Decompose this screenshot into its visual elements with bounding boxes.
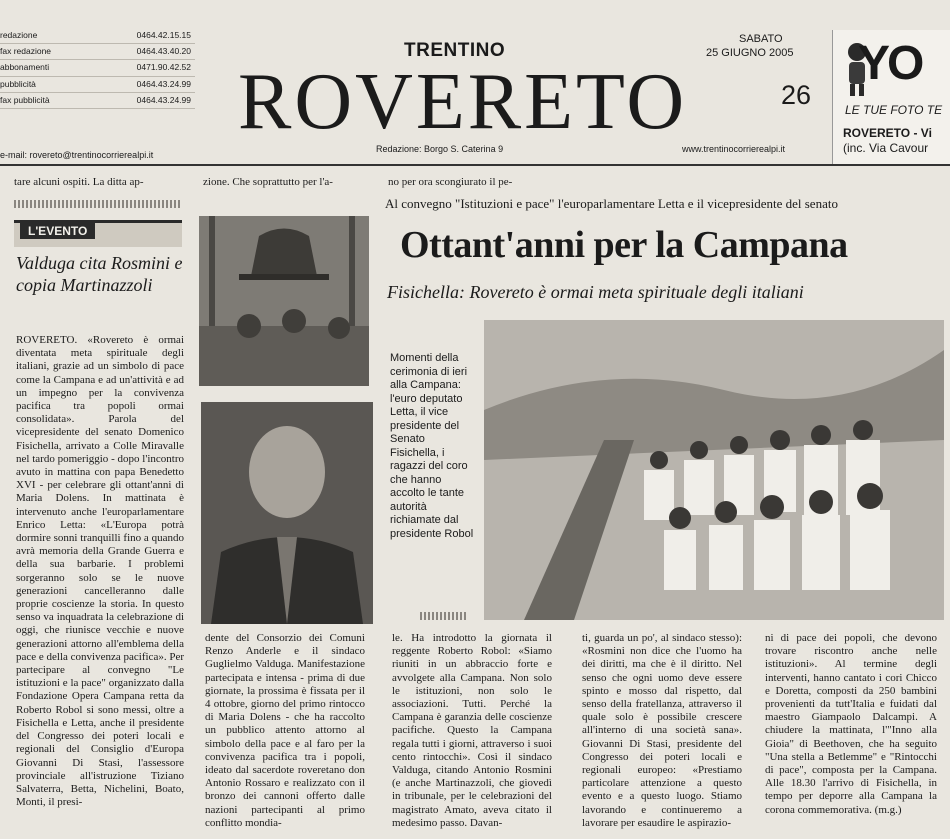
ad-address: (inc. Via Cavour — [843, 141, 929, 155]
strip-text: no per ora scongiurato il pe- — [388, 176, 513, 188]
contact-row: fax pubblicità 0464.43.24.99 — [0, 93, 195, 109]
article-column: ti, guarda un po', al sindaco stesso): «Rosmini non dice che l'uomo ha dei diritti, ma che è il diritto. Nel senso che ogni uomo deve essere spinto e mosso dal rispetto, dal senso della fratellanza, attraverso il quale solo è possibile crescere all'interno di una società sana». Giovanni Di Stasi, presidente del Congresso dei poteri locali e regionali europeo: «Prestiamo particolare attenzione a questo evento e a questo luogo. Stiamo lavorando e continueremo a lavorare per esaudire le aspirazio- — [582, 632, 742, 829]
ad-city: ROVERETO - Vi — [843, 126, 932, 140]
contact-list — [0, 28, 195, 109]
ad-logo: YO — [858, 37, 922, 90]
issue-date: 25 GIUGNO 2005 — [706, 47, 794, 59]
edition-title: ROVERETO — [238, 58, 688, 146]
website: www.trentinocorrierealpi.it — [682, 144, 786, 154]
photo-caption: Momenti della cerimonia di ieri alla Campana: l'euro deputato Letta, il vice presidente del Senato Fisichella, i ragazzi del coro che hanno accolto le tante autorità richiamate dal presidente Robol — [390, 352, 474, 540]
contact-row: pubblicità 0464.43.24.99 — [0, 77, 195, 93]
bell-icon — [199, 216, 369, 386]
sidebar-headline: Valduga cita Rosmini e copia Martinazzoli — [16, 253, 183, 295]
portrait-photo — [201, 402, 373, 624]
weekday: SABATO — [739, 33, 783, 45]
article-column: dente del Consorzio dei Comuni Renzo Anderle e il sindaco Guglielmo Valduga. Manifestazione partecipata e intensa - prima di due giornate, la prossima è fissata per il 4 ottobre, giorno del primo rintocco di Maria Dolens - che ha raccolto un pubblico attento attorno al simbolo della pace e al faro per la convivenza pacifica tra i popoli, ideato dal sacerdote roveretano don Antonio Rossaro e realizzato con il bronzo dei cannoni offerto dalle nazioni partecipanti al primo conflitto mondia- — [205, 632, 365, 829]
email-address: e-mail: rovereto@trentinocorrierealpi.it — [0, 150, 154, 160]
divider — [14, 200, 182, 208]
redazione-address: Redazione: Borgo S. Caterina 9 — [376, 144, 504, 154]
masthead-rule — [0, 164, 950, 166]
contact-row: fax redazione 0464.43.40.20 — [0, 44, 195, 60]
divider — [420, 612, 468, 620]
strip-text: zione. Che soprattutto per l'a- — [203, 176, 333, 188]
contact-row: abbonamenti 0471.90.42.52 — [0, 60, 195, 76]
article-column: le. Ha introdotto la giornata il reggente Roberto Robol: «Siamo riuniti in un abbraccio forte e avvolgete alla Campana. Non solo le istituzioni, non solo le associazioni. Tutti. Perché la Campana è garanzia delle coscienze pacifiche. Questo la Campana regala tutti i giorni, attraverso i suoi cento rintocchi». Così il sindaco Valduga, citando Antonio Rosmini (e anche Martinazzoli, che giovedì in tribunale, per le celebrazioni del magistrato Amato, aveva citato il medesimo passo. Davan- — [392, 632, 552, 829]
page-number: 26 — [781, 80, 812, 110]
paper-name: TRENTINO — [404, 40, 506, 61]
crowd-icon — [484, 320, 944, 620]
ad-tagline: LE TUE FOTO TE — [845, 103, 943, 117]
article-headline: Ottant'anni per la Campana — [400, 224, 848, 266]
bell-photo — [199, 216, 369, 386]
person-icon — [201, 402, 373, 624]
article-overline: Al convegno "Istituzioni e pace" l'europarlamentare Letta e il vicepresidente del senato — [385, 196, 838, 211]
article-subhead: Fisichella: Rovereto è ormai meta spirituale degli italiani — [387, 282, 804, 302]
section-label: L'EVENTO — [20, 223, 95, 239]
sidebar-body: ROVERETO. «Rovereto è ormai diventata meta spirituale degli italiani, grazie ad un simbolo di pace come la Campana e ad un'attività e ad un impegno per la convivenza pacifica tra popoli ormai consolidata». Parola del vicepresidente del senato Domenico Fisichella, arrivato a Colle Miravalle nel tardo pomeriggio - dopo l'incontro avuto in mattina con papa Benedetto XVI - per celebrare gli ottant'anni di Maria Dolens. In mattinata è intervenuto anche l'europarlamentare Enrico Letta: «L'Europa potrà dormire sonni tranquilli fino a quando avrà memoria della Grande Guerra e della sua barbarie. I problemi sorgeranno solo se le nuove generazioni cancelleranno dalle proprie coscienze la storia. In questo senso va inquadrata la celebrazione di oggi, che riunisce vecchie e nuove generazioni attorno all'emblema della pace e della convivenza pacifica». Per partecipare al convegno "Le istituzioni e la pace" organizzato dalla Fondazione Opera Campana retta da Roberto Robol si sono messi, oltre a Fisichella e Letta, anche il presidente del Congresso dei poteri locali e regionali del Consiglio d'Europa Giovanni Di Stasi, l'assessore provinciale all'istruzione Tiziano Salvaterra, Betta, Nichelini, Boato, Monti, il presi- — [16, 334, 184, 809]
article-column: ni di pace dei popoli, che devono trovare riscontro anche nelle istituzioni». Al termine degli interventi, hanno cantato i cori Chicco e Doretta, composti da 250 bambini provenienti da tutt'Italia e fuidati dal maestro Giampaolo Dalcampi. A chiudere la mattinata, l'"Inno alla Gioia" di Beethoven, che ha seguito "Una stella a Betlemme" e "Rintocchi di pace", composta per la Campana. Alle 18.30 l'arrivo di Fisichella, in tempo per deporre alla Campana la corona commemorativa. (m.g.) — [765, 632, 937, 816]
contact-row: redazione 0464.42.15.15 — [0, 28, 195, 44]
choir-photo — [484, 320, 944, 620]
strip-text: tare alcuni ospiti. La ditta ap- — [14, 176, 144, 188]
